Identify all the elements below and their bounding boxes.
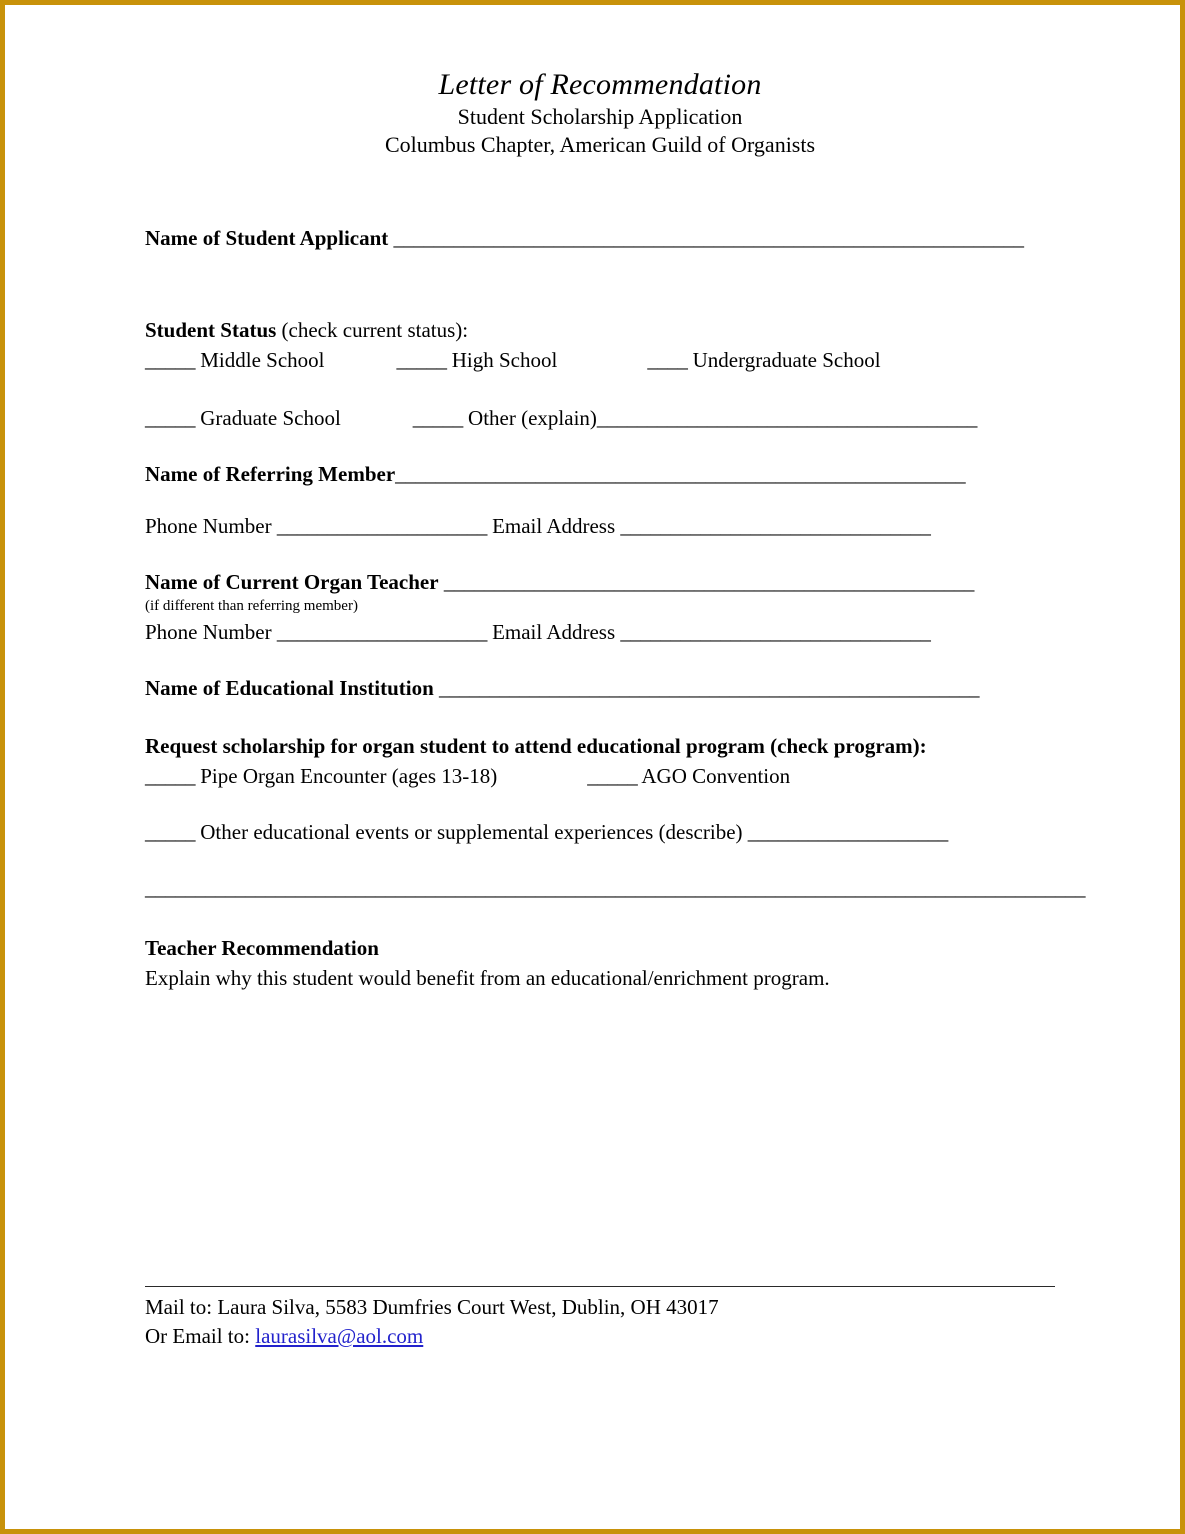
status-graduate-label: Graduate School xyxy=(195,406,341,430)
referring-member-input[interactable]: _________________________________________________________ xyxy=(395,462,966,486)
status-option-middle-school[interactable] xyxy=(145,345,325,375)
referring-phone-label: Phone Number xyxy=(145,514,272,538)
footer-mail-line: Mail to: Laura Silva, 5583 Dumfries Court West, Dublin, OH 43017 xyxy=(145,1295,719,1319)
student-status-row-2 xyxy=(145,403,1055,433)
referring-member-label: Name of Referring Member xyxy=(145,462,396,486)
organ-teacher-contact xyxy=(145,617,1055,647)
document-header xyxy=(145,5,1055,159)
request-poe-checkbox[interactable]: _____ xyxy=(145,764,195,788)
referring-email-input[interactable]: _______________________________ xyxy=(620,514,931,538)
field-student-applicant xyxy=(145,223,1055,253)
footer-email-prefix: Or Email to: xyxy=(145,1324,256,1348)
organ-teacher-note: (if different than referring member) xyxy=(145,598,358,614)
page-title: Letter of Recommendation xyxy=(438,68,762,101)
document-footer xyxy=(145,1286,1055,1351)
referring-email-label: Email Address xyxy=(492,514,616,538)
status-middle-school-checkbox[interactable]: _____ xyxy=(145,348,195,372)
recommendation-heading xyxy=(145,933,1055,963)
status-high-school-label: High School xyxy=(446,348,558,372)
status-other-input[interactable]: ______________________________________ xyxy=(596,406,977,430)
request-other-label: Other educational events or supplemental experiences (describe) xyxy=(195,820,748,844)
request-row-1 xyxy=(145,761,1055,791)
referring-phone-input[interactable]: _____________________ xyxy=(276,514,487,538)
status-option-undergraduate[interactable] xyxy=(647,345,880,375)
request-ago-label: AGO Convention xyxy=(637,764,791,788)
request-label: Request scholarship for organ student to attend educational program (check program): xyxy=(145,734,927,758)
request-continuation-input[interactable]: ______________________________________________________________________________________________ xyxy=(145,876,1085,900)
status-other-checkbox[interactable]: _____ xyxy=(412,406,463,430)
student-status-row-1 xyxy=(145,345,1055,375)
teacher-email-label: Email Address xyxy=(492,620,616,644)
document-body xyxy=(145,5,1085,993)
field-organ-teacher xyxy=(145,567,1055,597)
request-continuation-line xyxy=(145,873,1085,903)
status-option-other[interactable] xyxy=(413,403,977,433)
footer-email-line xyxy=(145,1322,1055,1351)
institution-label: Name of Educational Institution xyxy=(145,676,434,700)
teacher-phone-label: Phone Number xyxy=(145,620,272,644)
document-subtitle: Student Scholarship Application xyxy=(457,104,743,129)
status-other-label: Other (explain) xyxy=(462,406,597,430)
request-poe-label: Pipe Organ Encounter (ages 13-18) xyxy=(195,764,498,788)
status-middle-school-label: Middle School xyxy=(195,348,325,372)
status-option-graduate[interactable] xyxy=(145,403,341,433)
recommendation-prompt: Explain why this student would benefit from an educational/enrichment program. xyxy=(145,966,830,990)
referring-member-contact xyxy=(145,511,1055,541)
footer-divider xyxy=(145,1286,1055,1287)
student-applicant-label: Name of Student Applicant xyxy=(145,226,389,250)
institution-input[interactable]: ______________________________________________________ xyxy=(439,676,980,700)
status-high-school-checkbox[interactable]: _____ xyxy=(396,348,447,372)
document-organization: Columbus Chapter, American Guild of Organists xyxy=(384,132,816,157)
organ-teacher-label: Name of Current Organ Teacher xyxy=(145,570,439,594)
teacher-email-input[interactable]: _______________________________ xyxy=(620,620,931,644)
request-row-2 xyxy=(145,817,1055,847)
student-applicant-input[interactable]: _______________________________________________________________ xyxy=(393,226,1024,250)
teacher-phone-input[interactable]: _____________________ xyxy=(276,620,487,644)
status-graduate-checkbox[interactable]: _____ xyxy=(145,406,195,430)
status-undergraduate-checkbox[interactable]: ____ xyxy=(647,348,688,372)
request-heading xyxy=(145,731,1055,761)
recommendation-label: Teacher Recommendation xyxy=(145,936,379,960)
organ-teacher-input[interactable]: _____________________________________________________ xyxy=(443,570,974,594)
field-referring-member xyxy=(145,459,1055,489)
student-status-hint: (check current status): xyxy=(276,318,469,342)
field-educational-institution xyxy=(145,673,1055,703)
request-other-describe-input[interactable]: ____________________ xyxy=(747,820,948,844)
footer-email-link[interactable]: laurasilva@aol.com xyxy=(255,1324,424,1348)
request-option-poe[interactable] xyxy=(145,761,497,791)
request-ago-checkbox[interactable]: _____ xyxy=(587,764,638,788)
status-option-high-school[interactable] xyxy=(397,345,558,375)
request-other-checkbox[interactable]: _____ xyxy=(145,820,195,844)
student-status-label: Student Status xyxy=(145,318,277,342)
status-undergraduate-label: Undergraduate School xyxy=(687,348,881,372)
student-status-heading xyxy=(145,315,1055,345)
request-option-ago[interactable] xyxy=(587,761,790,791)
